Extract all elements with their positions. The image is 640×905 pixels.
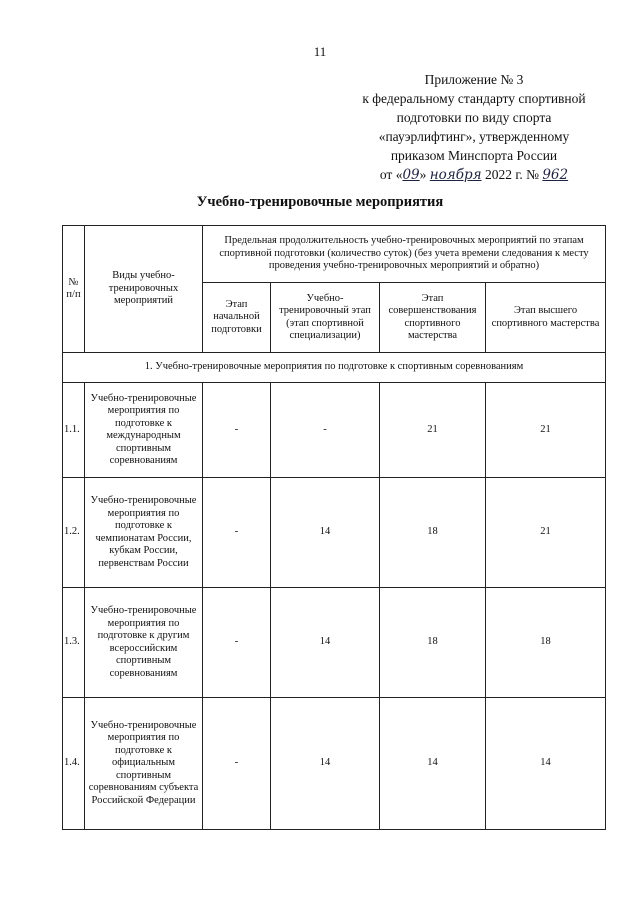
value-higher: 18 (486, 588, 606, 698)
appendix-line: приказом Минспорта России (390, 148, 558, 163)
value-initial: - (203, 478, 271, 588)
table-row (63, 698, 606, 830)
value-improvement: 14 (380, 698, 486, 830)
appendix-line: «пауэрлифтинг», утвержденному (378, 129, 570, 144)
row-event-name: Учебно-тренировочные мероприятия по подготовке к другим всероссийским спортивным соревнованиям (85, 588, 203, 698)
handwritten-day: 09 (402, 167, 420, 183)
appendix-line: подготовки по виду спорта (396, 110, 552, 125)
value-initial: - (203, 698, 271, 830)
handwritten-order-number: 962 (542, 167, 569, 183)
appendix-header (340, 70, 608, 185)
row-number: 1.2. (63, 478, 85, 588)
row-number: 1.3. (63, 588, 85, 698)
value-training: 14 (271, 478, 380, 588)
page-number: 11 (313, 44, 327, 59)
value-improvement: 21 (380, 383, 486, 478)
value-training: - (271, 383, 380, 478)
value-initial: - (203, 588, 271, 698)
row-number: 1.4. (63, 698, 85, 830)
header-stage-improvement: Этап совершенствования спортивного мастерства (380, 283, 486, 353)
training-events-table (62, 225, 606, 830)
value-training: 14 (271, 698, 380, 830)
row-event-name: Учебно-тренировочные мероприятия по подготовке к международным спортивным соревнованиям (85, 383, 203, 478)
value-initial: - (203, 383, 271, 478)
header-stage-initial: Этап начальной подготовки (203, 283, 271, 353)
appendix-line: к федеральному стандарту спортивной (362, 91, 586, 106)
value-improvement: 18 (380, 478, 486, 588)
section-heading: 1. Учебно-тренировочные мероприятия по подготовке к спортивным соревнованиям (63, 353, 606, 383)
value-improvement: 18 (380, 588, 486, 698)
handwritten-month: ноября (429, 167, 482, 183)
table-row (63, 383, 606, 478)
value-higher: 21 (486, 478, 606, 588)
value-higher: 21 (486, 383, 606, 478)
row-event-name: Учебно-тренировочные мероприятия по подготовке к чемпионатам России, кубкам России, первенствам России (85, 478, 203, 588)
table-row (63, 478, 606, 588)
value-higher: 14 (486, 698, 606, 830)
row-number: 1.1. (63, 383, 85, 478)
appendix-line: Приложение № 3 (424, 72, 524, 87)
header-stage-training: Учебно-тренировочный этап (этап спортивной специализации) (271, 283, 380, 353)
date-separator: » (419, 167, 427, 182)
header-number: № п/п (63, 226, 85, 353)
header-duration: Предельная продолжительность учебно-тренировочных мероприятий по этапам спортивной подготовки (количество суток) (без учета времени следования к месту проведения учебно-тренировочных мероприятий и обратно) (203, 226, 606, 283)
header-stage-higher: Этап высшего спортивного мастерства (486, 283, 606, 353)
date-year: 2022 г. № (484, 167, 539, 182)
row-event-name: Учебно-тренировочные мероприятия по подготовке к официальным спортивным соревнованиям субъекта Российской Федерации (85, 698, 203, 830)
order-date-line (340, 165, 608, 185)
value-training: 14 (271, 588, 380, 698)
table-row (63, 588, 606, 698)
header-event-type: Виды учебно-тренировочных мероприятий (85, 226, 203, 353)
date-prefix: от « (379, 167, 403, 182)
document-title: Учебно-тренировочные мероприятия (196, 194, 444, 210)
